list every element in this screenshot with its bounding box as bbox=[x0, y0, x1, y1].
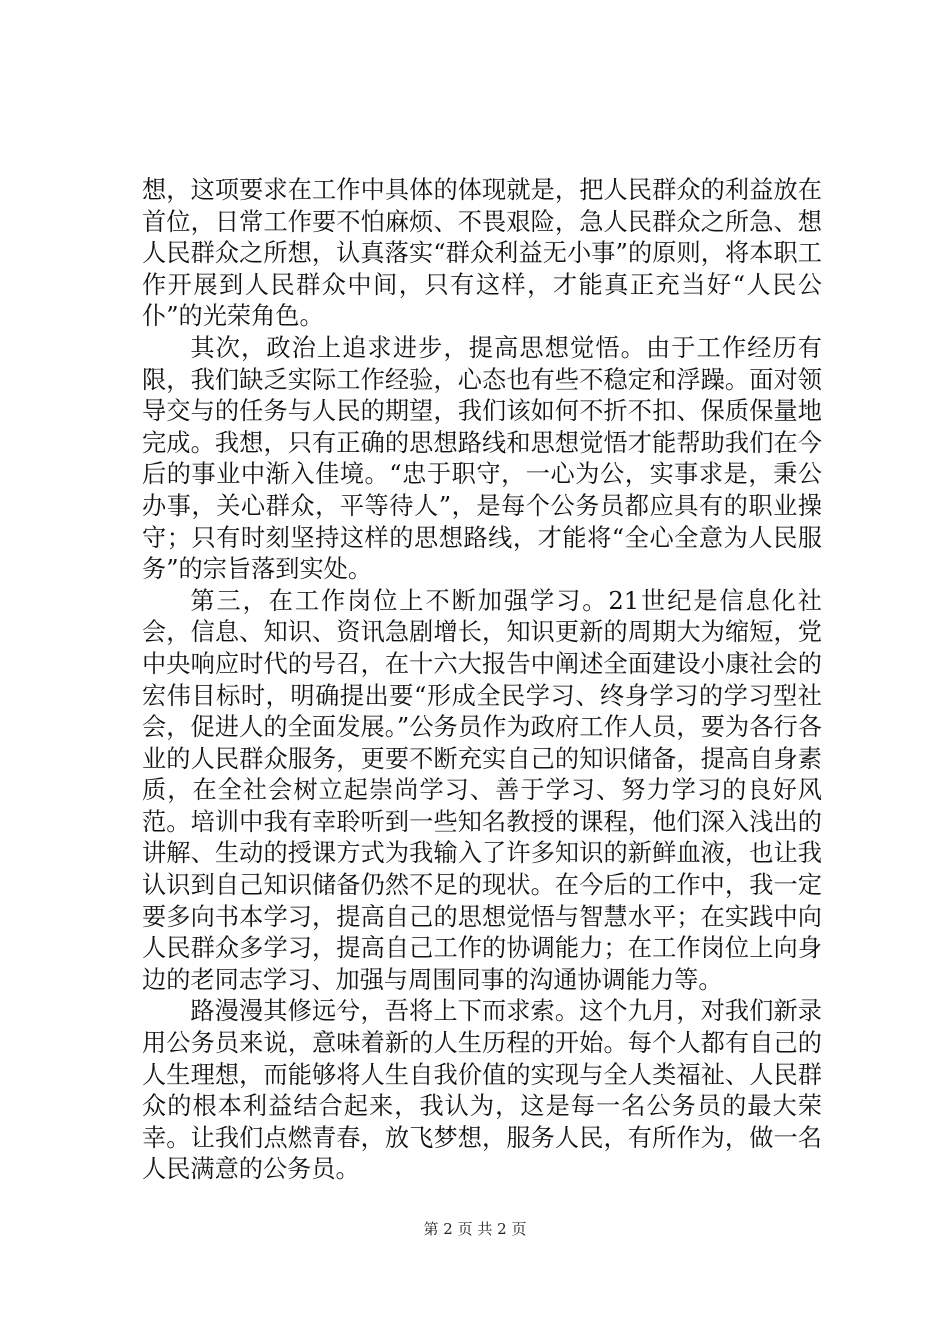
paragraph-conclusion: 路漫漫其修远兮，吾将上下而求索。这个九月，对我们新录用公务员来说，意味着新的人生历程的开始。每个人都有自己的人生理想，而能够将人生自我价值的实现与全人类福祉、人民群众的根本利益结合起来，我认为，这是每一名公务员的最大荣幸。让我们点燃青春，放飞梦想，服务人民，有所作为，做一名人民满意的公务员。 bbox=[142, 997, 822, 1184]
body-text bbox=[142, 175, 822, 1186]
page-footer: 第 2 页 共 2 页 bbox=[423, 1220, 527, 1238]
paragraph-political-progress: 其次，政治上追求进步，提高思想觉悟。由于工作经历有限，我们缺乏实际工作经验，心态也有些不稳定和浮躁。面对领导交与的任务与人民的期望，我们该如何不折不扣、保质保量地完成。我想，只有正确的思想路线和思想觉悟才能帮助我们在今后的事业中渐入佳境。“忠于职守，一心为公，实事求是，秉公办事，关心群众，平等待人”，是每个公务员都应具有的职业操守；只有时刻坚持这样的思想路线，才能将“全心全意为人民服务”的宗旨落到实处。 bbox=[142, 333, 822, 584]
paragraph-continuation: 想，这项要求在工作中具体的体现就是，把人民群众的利益放在首位，日常工作要不怕麻烦、不畏艰险，急人民群众之所急、想人民群众之所想，认真落实“群众利益无小事”的原则，将本职工作开展到人民群众中间，只有这样，才能真正充当好“人民公仆”的光荣角色。 bbox=[142, 176, 822, 331]
paragraph-continuous-learning: 第三，在工作岗位上不断加强学习。21世纪是信息化社会，信息、知识、资讯急剧增长，知识更新的周期大为缩短，党中央响应时代的号召，在十六大报告中阐述全面建设小康社会的宏伟目标时，明确提出要“形成全民学习、终身学习的学习型社会，促进人的全面发展。”公务员作为政府工作人员，要为各行各业的人民群众服务，更要不断充实自己的知识储备，提高自身素质，在全社会树立起崇尚学习、善于学习、努力学习的良好风范。培训中我有幸聆听到一些知名教授的课程，他们深入浅出的讲解、生动的授课方式为我输入了许多知识的新鲜血液，也让我认识到自己知识储备仍然不足的现状。在今后的工作中，我一定要多向书本学习，提高自己的思想觉悟与智慧水平；在实践中向人民群众多学习，提高自己工作的协调能力；在工作岗位上向身边的老同志学习、加强与周围同事的沟通协调能力等。 bbox=[142, 586, 822, 994]
